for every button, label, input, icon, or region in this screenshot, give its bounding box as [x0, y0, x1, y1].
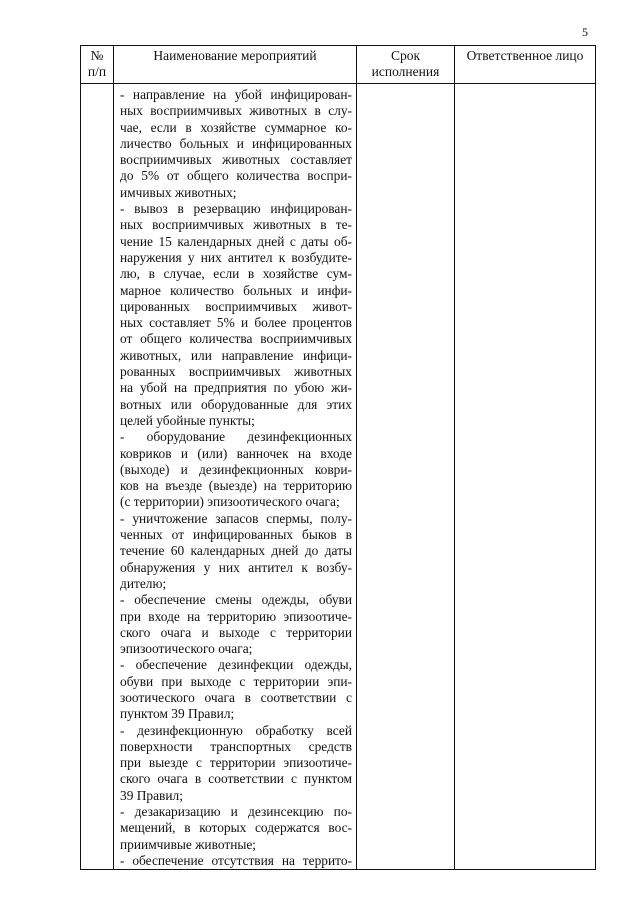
measure-line: вотных или оборудованные для этих: [120, 396, 352, 412]
measure-line: марное количество больных и инфи-: [120, 282, 352, 298]
table-row: [81, 84, 596, 870]
header-number-line-1: №: [90, 48, 104, 63]
measures-cell: [114, 84, 357, 870]
measure-line: ченных от инфицированных быков в: [120, 527, 352, 543]
measure-line: ского очага в соответствии с пунктом: [120, 771, 352, 787]
measure-line: поверхности транспортных средств: [120, 738, 352, 754]
measure-line: ных составляет 5% и более процентов: [120, 315, 352, 331]
measure-line: ков на въезде (выезде) на территорию: [120, 478, 352, 494]
header-responsible: Ответственное лицо: [455, 46, 596, 84]
table-header-row: [81, 46, 596, 84]
measure-line: - дезинфекционную обработку всей: [120, 722, 352, 738]
measure-line: ского очага и выходе с территории: [120, 624, 352, 640]
measure-line: рованных восприимчивых животных: [120, 364, 352, 380]
measure-item: [120, 511, 352, 592]
term-cell: [357, 84, 455, 870]
header-term: [357, 46, 455, 84]
measure-line: восприимчивых животных составляет: [120, 152, 352, 168]
measure-line: мещений, в которых содержатся вос-: [120, 820, 352, 836]
measure-line: при выезде с территории эпизоотиче-: [120, 755, 352, 771]
measure-line: ных восприимчивых животных в те-: [120, 217, 352, 233]
measure-line: при входе на территорию эпизоотиче-: [120, 608, 352, 624]
measure-line: на убой на предприятия по убою жи-: [120, 380, 352, 396]
measure-line: зоотического очага в соответствии с: [120, 689, 352, 705]
measure-line: целей убойные пункты;: [120, 412, 255, 428]
measure-item: [120, 657, 352, 722]
measure-line: - обеспечение отсутствия на террито-: [120, 852, 352, 868]
measure-item: [120, 592, 352, 657]
measure-line: чае, если в хозяйстве суммарное ко-: [120, 119, 352, 135]
measure-item: [120, 429, 352, 510]
measure-line: - уничтожение запасов спермы, полу-: [120, 510, 352, 526]
header-term-line-2: исполнения: [371, 64, 440, 79]
measure-line: до 5% от общего количества воспри-: [120, 168, 352, 184]
measure-line: - обеспечение дезинфекции одежды,: [120, 657, 352, 673]
measures-text: [114, 84, 356, 869]
measures-table: [80, 45, 596, 870]
measure-line: ковриков и (или) ванночек на входе: [120, 445, 352, 461]
measure-item: [120, 804, 352, 853]
header-number-line-2: п/п: [87, 64, 107, 79]
measure-line: ных восприимчивых животных в слу-: [120, 103, 352, 119]
measure-line: лю, в случае, если в хозяйстве сум-: [120, 266, 352, 282]
measure-line: приимчивые животные;: [120, 836, 257, 852]
measure-line: (выходе) и дезинфекционных коври-: [120, 461, 352, 477]
measure-line: личество больных и инфицированных: [120, 135, 352, 151]
measure-line: (с территории) эпизоотического очага;: [120, 494, 340, 510]
measure-line: - дезакаризацию и дезинсекцию по-: [120, 804, 352, 820]
measure-line: - обеспечение смены одежды, обуви: [120, 592, 352, 608]
measure-item: [120, 201, 352, 429]
measure-line: пунктом 39 Правил;: [120, 706, 235, 722]
measure-line: эпизоотического очага;: [120, 641, 253, 657]
measure-line: - оборудование дезинфекционных: [120, 429, 352, 445]
measure-line: наружения у них антител к возбудите-: [120, 249, 352, 265]
measure-item: [120, 723, 352, 804]
measure-line: обнаружения у них антител к возбу-: [120, 559, 352, 575]
measure-line: - вывоз в резервацию инфицирован-: [120, 201, 352, 217]
measure-line: - направление на убой инфицирован-: [120, 87, 352, 102]
measure-line: от общего количества восприимчивых: [120, 331, 352, 347]
measure-item: [120, 87, 352, 201]
measure-line: обуви при выходе с территории эпи-: [120, 673, 352, 689]
measure-line: 39 Правил;: [120, 787, 183, 803]
number-cell: [81, 84, 114, 870]
responsible-cell: [455, 84, 596, 870]
measure-line: животных, или направление инфици-: [120, 347, 352, 363]
measure-line: цированных восприимчивых живот-: [120, 298, 352, 314]
measure-line: течение 60 календарных дней до даты: [120, 543, 352, 559]
page-number: 5: [582, 25, 588, 39]
header-measure-name: Наименование мероприятий: [114, 46, 357, 84]
measure-line: чение 15 календарных дней с даты об-: [120, 233, 352, 249]
measure-line: имчивых животных;: [120, 184, 237, 200]
measure-line: дителю;: [120, 575, 167, 591]
measure-item: [120, 853, 352, 869]
header-number: [81, 46, 114, 84]
header-term-line-1: Срок: [390, 48, 421, 63]
